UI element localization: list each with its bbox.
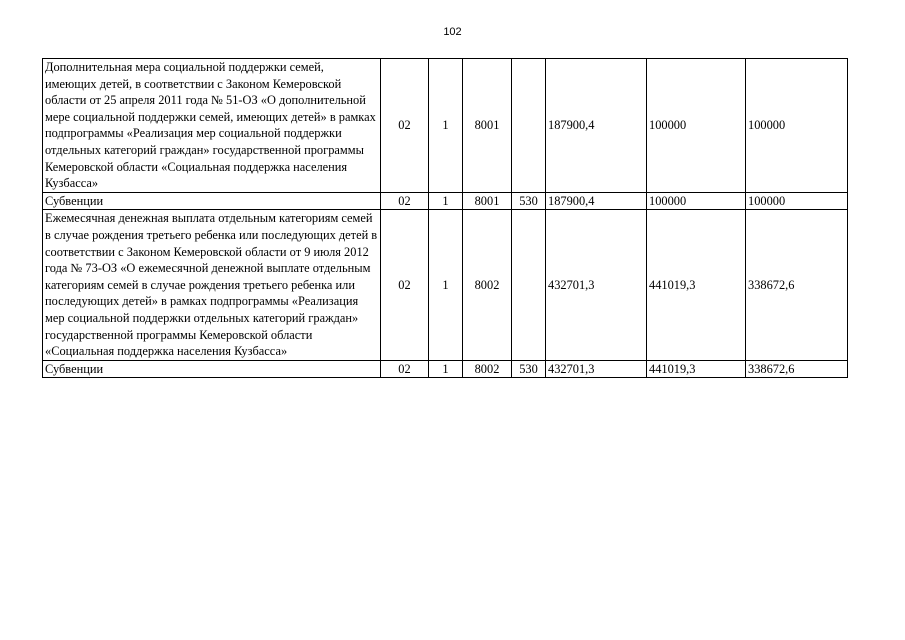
row-description: Ежемесячная денежная выплата отдельным категориям семей в случае рождения третьего ребенка или последующих детей в соответствии с Законом Кемеровской области от 9 июля 2012 года № 73-ОЗ «О ежемесячной денежной выплате отдельным категориям семей в случае рождения третьего ребенка или последующих детей» в рамках подпрограммы «Реализация мер социальной поддержки отдельных категорий граждан» государственной программы Кемеровской области «Социальная поддержка населения Кузбасса»	[43, 210, 381, 360]
subsection-code: 1	[429, 210, 463, 360]
amount-year-2: 100000	[647, 59, 746, 193]
section-code: 02	[381, 192, 429, 210]
expense-type-code	[512, 210, 546, 360]
amount-year-1: 432701,3	[546, 360, 647, 378]
amount-year-1: 432701,3	[546, 210, 647, 360]
amount-year-3: 100000	[746, 59, 848, 193]
amount-year-3: 338672,6	[746, 360, 848, 378]
amount-year-1: 187900,4	[546, 192, 647, 210]
row-description: Субвенции	[43, 192, 381, 210]
expense-type-code: 530	[512, 360, 546, 378]
target-code: 8002	[463, 210, 512, 360]
subsection-code: 1	[429, 360, 463, 378]
amount-year-2: 441019,3	[647, 210, 746, 360]
budget-table	[42, 58, 848, 378]
section-code: 02	[381, 360, 429, 378]
amount-year-3: 100000	[746, 192, 848, 210]
target-code: 8001	[463, 192, 512, 210]
table-row	[43, 192, 848, 210]
amount-year-2: 441019,3	[647, 360, 746, 378]
amount-year-3: 338672,6	[746, 210, 848, 360]
table-row	[43, 59, 848, 193]
target-code: 8002	[463, 360, 512, 378]
subsection-code: 1	[429, 192, 463, 210]
expense-type-code: 530	[512, 192, 546, 210]
table-row	[43, 210, 848, 360]
subsection-code: 1	[429, 59, 463, 193]
expense-type-code	[512, 59, 546, 193]
target-code: 8001	[463, 59, 512, 193]
amount-year-2: 100000	[647, 192, 746, 210]
row-description: Дополнительная мера социальной поддержки семей, имеющих детей, в соответствии с Законом Кемеровской области от 25 апреля 2011 года № 51-ОЗ «О дополнительной мере социальной поддержки семей, имеющих детей» в рамках подпрограммы «Реализация мер социальной поддержки отдельных категорий граждан» государственной программы Кемеровской области «Социальная поддержка населения Кузбасса»	[43, 59, 381, 193]
section-code: 02	[381, 59, 429, 193]
table-row	[43, 360, 848, 378]
section-code: 02	[381, 210, 429, 360]
amount-year-1: 187900,4	[546, 59, 647, 193]
page-number: 102	[443, 26, 462, 38]
row-description: Субвенции	[43, 360, 381, 378]
